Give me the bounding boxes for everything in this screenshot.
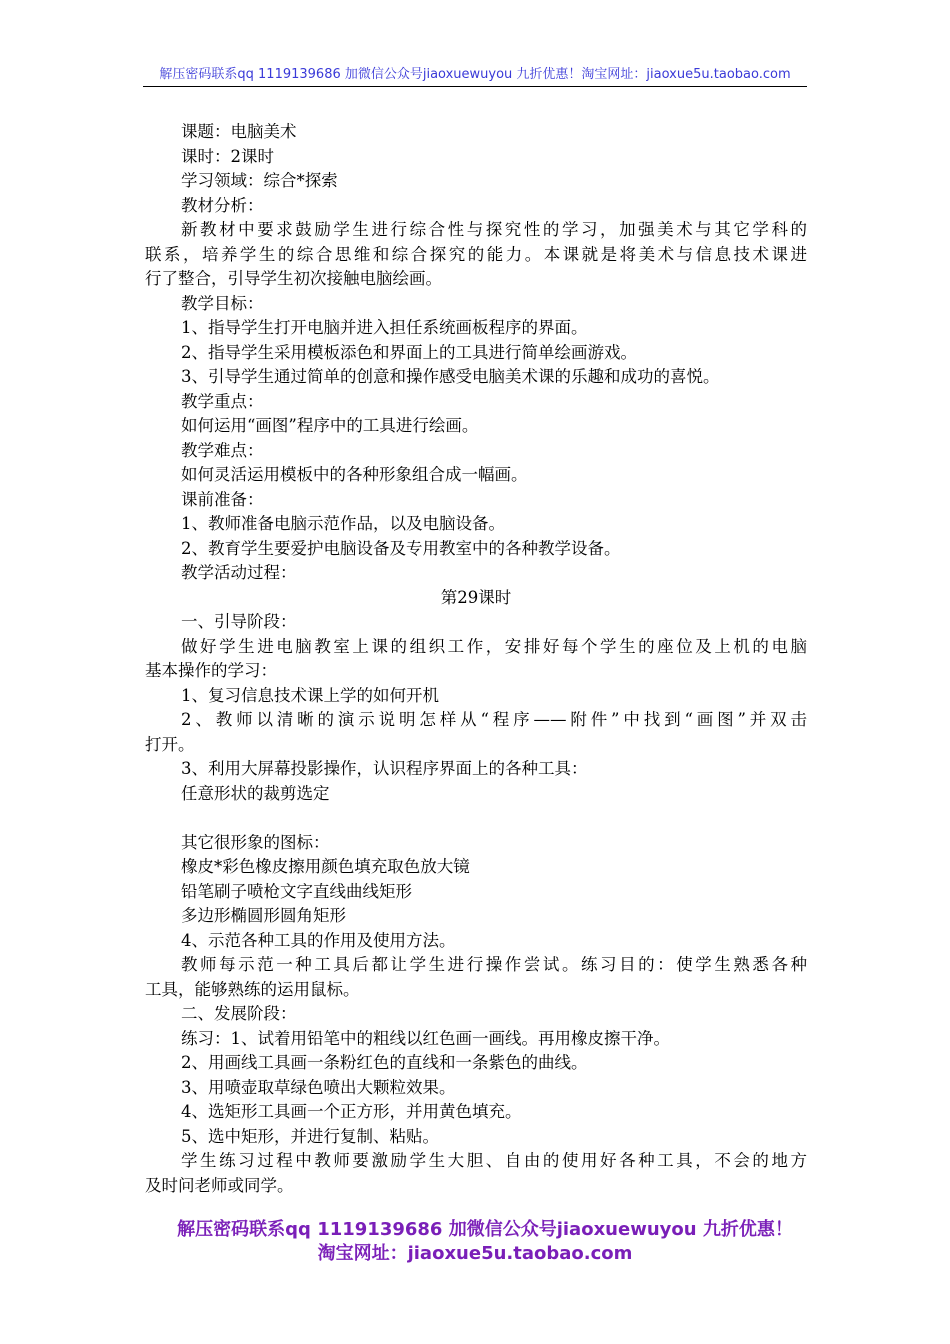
- list-item: 3、引导学生通过简单的创意和操作感受电脑美术课的乐趣和成功的喜悦。: [181, 367, 720, 386]
- paragraph-line: 及时问老师或同学。: [145, 1175, 294, 1195]
- paragraph-line: 教师每示范一种工具后都让学生进行操作尝试。练习目的：使学生熟悉各种: [181, 955, 807, 974]
- section-heading-preparation: 课前准备：: [181, 489, 264, 509]
- section-heading-goals: 教学目标：: [181, 293, 264, 313]
- footer-promo-line-1: 解压密码联系qq 1119139686 加微信公众号jiaoxuewuyou 九折优惠！: [177, 1219, 793, 1240]
- section-heading-key-points: 教学重点：: [181, 391, 264, 411]
- tool-line: 多边形椭圆形圆角矩形: [181, 906, 346, 925]
- lesson-title: 课题：电脑美术: [181, 122, 297, 141]
- list-item: 4、示范各种工具的作用及使用方法。: [181, 930, 456, 950]
- list-item: 2、指导学生采用模板添色和界面上的工具进行简单绘画游戏。: [181, 342, 637, 362]
- list-item: 1、复习信息技术课上学的如何开机: [181, 685, 439, 705]
- paragraph-line: 工具，能够熟练的运用鼠标。: [145, 979, 360, 999]
- list-item: 练习：1、试着用铅笔中的粗线以红色画一画线。再用橡皮擦干净。: [181, 1028, 670, 1048]
- tool-line: 橡皮*彩色橡皮擦用颜色填充取色放大镜: [181, 857, 470, 876]
- learning-domain: 学习领域：综合*探索: [181, 171, 338, 190]
- paragraph-line: 做好学生进电脑教室上课的组织工作，安排好每个学生的座位及上机的电脑: [181, 636, 807, 656]
- paragraph-line: 打开。: [145, 734, 195, 754]
- list-item: 1、教师准备电脑示范作品，以及电脑设备。: [181, 514, 505, 533]
- tool-line: 其它很形象的图标：: [181, 832, 330, 852]
- section-heading-stage-one: 一、引导阶段：: [181, 612, 297, 631]
- list-item: 2、用画线工具画一条粉红色的直线和一条紫色的曲线。: [181, 1053, 588, 1072]
- blank-line: [145, 806, 807, 831]
- section-heading-analysis: 教材分析：: [181, 195, 264, 215]
- header-promo-text: 解压密码联系qq 1119139686 加微信公众号jiaoxuewuyou 九折优惠！淘宝网址：jiaoxue5u.taobao.com: [159, 67, 791, 82]
- list-item: 3、用喷壶取草绿色喷出大颗粒效果。: [181, 1077, 456, 1097]
- list-item: 3、利用大屏幕投影操作，认识程序界面上的各种工具：: [181, 759, 588, 778]
- list-item: 2、教育学生要爱护电脑设备及专用教室中的各种教学设备。: [181, 538, 621, 558]
- lesson-period-heading: 第29课时: [440, 587, 512, 607]
- page-footer: [0, 1218, 950, 1266]
- paragraph-line: 基本操作的学习：: [145, 661, 277, 680]
- paragraph-line: 新教材中要求鼓励学生进行综合性与探究性的学习，加强美术与其它学科的: [181, 220, 807, 239]
- paragraph-line: 如何灵活运用模板中的各种形象组合成一幅画。: [181, 465, 528, 484]
- list-item: 2、教师以清晰的演示说明怎样从“程序——附件”中找到“画图”并双击: [181, 710, 807, 729]
- footer-promo-line-2: 淘宝网址：jiaoxue5u.taobao.com: [317, 1243, 633, 1264]
- page-header: [143, 66, 807, 87]
- section-heading-difficulties: 教学难点：: [181, 440, 264, 460]
- paragraph-line: 学生练习过程中教师要激励学生大胆、自由的使用好各种工具，不会的地方: [181, 1151, 807, 1170]
- list-item: 4、选矩形工具画一个正方形，并用黄色填充。: [181, 1102, 522, 1121]
- document-body: [145, 120, 807, 1198]
- lesson-hours: 课时：2课时: [181, 146, 274, 166]
- section-heading-process: 教学活动过程：: [181, 563, 297, 582]
- paragraph-line: 如何运用“画图”程序中的工具进行绘画。: [181, 416, 479, 435]
- paragraph-line: 行了整合，引导学生初次接触电脑绘画。: [145, 269, 442, 288]
- paragraph-line: 联系，培养学生的综合思维和综合探究的能力。本课就是将美术与信息技术课进: [145, 244, 807, 264]
- tool-line: 铅笔刷子喷枪文字直线曲线矩形: [181, 881, 412, 901]
- list-item: 1、指导学生打开电脑并进入担任系统画板程序的界面。: [181, 318, 588, 337]
- tool-line: 任意形状的裁剪选定: [181, 783, 330, 803]
- section-heading-stage-two: 二、发展阶段：: [181, 1004, 297, 1023]
- list-item: 5、选中矩形，并进行复制、粘贴。: [181, 1126, 439, 1146]
